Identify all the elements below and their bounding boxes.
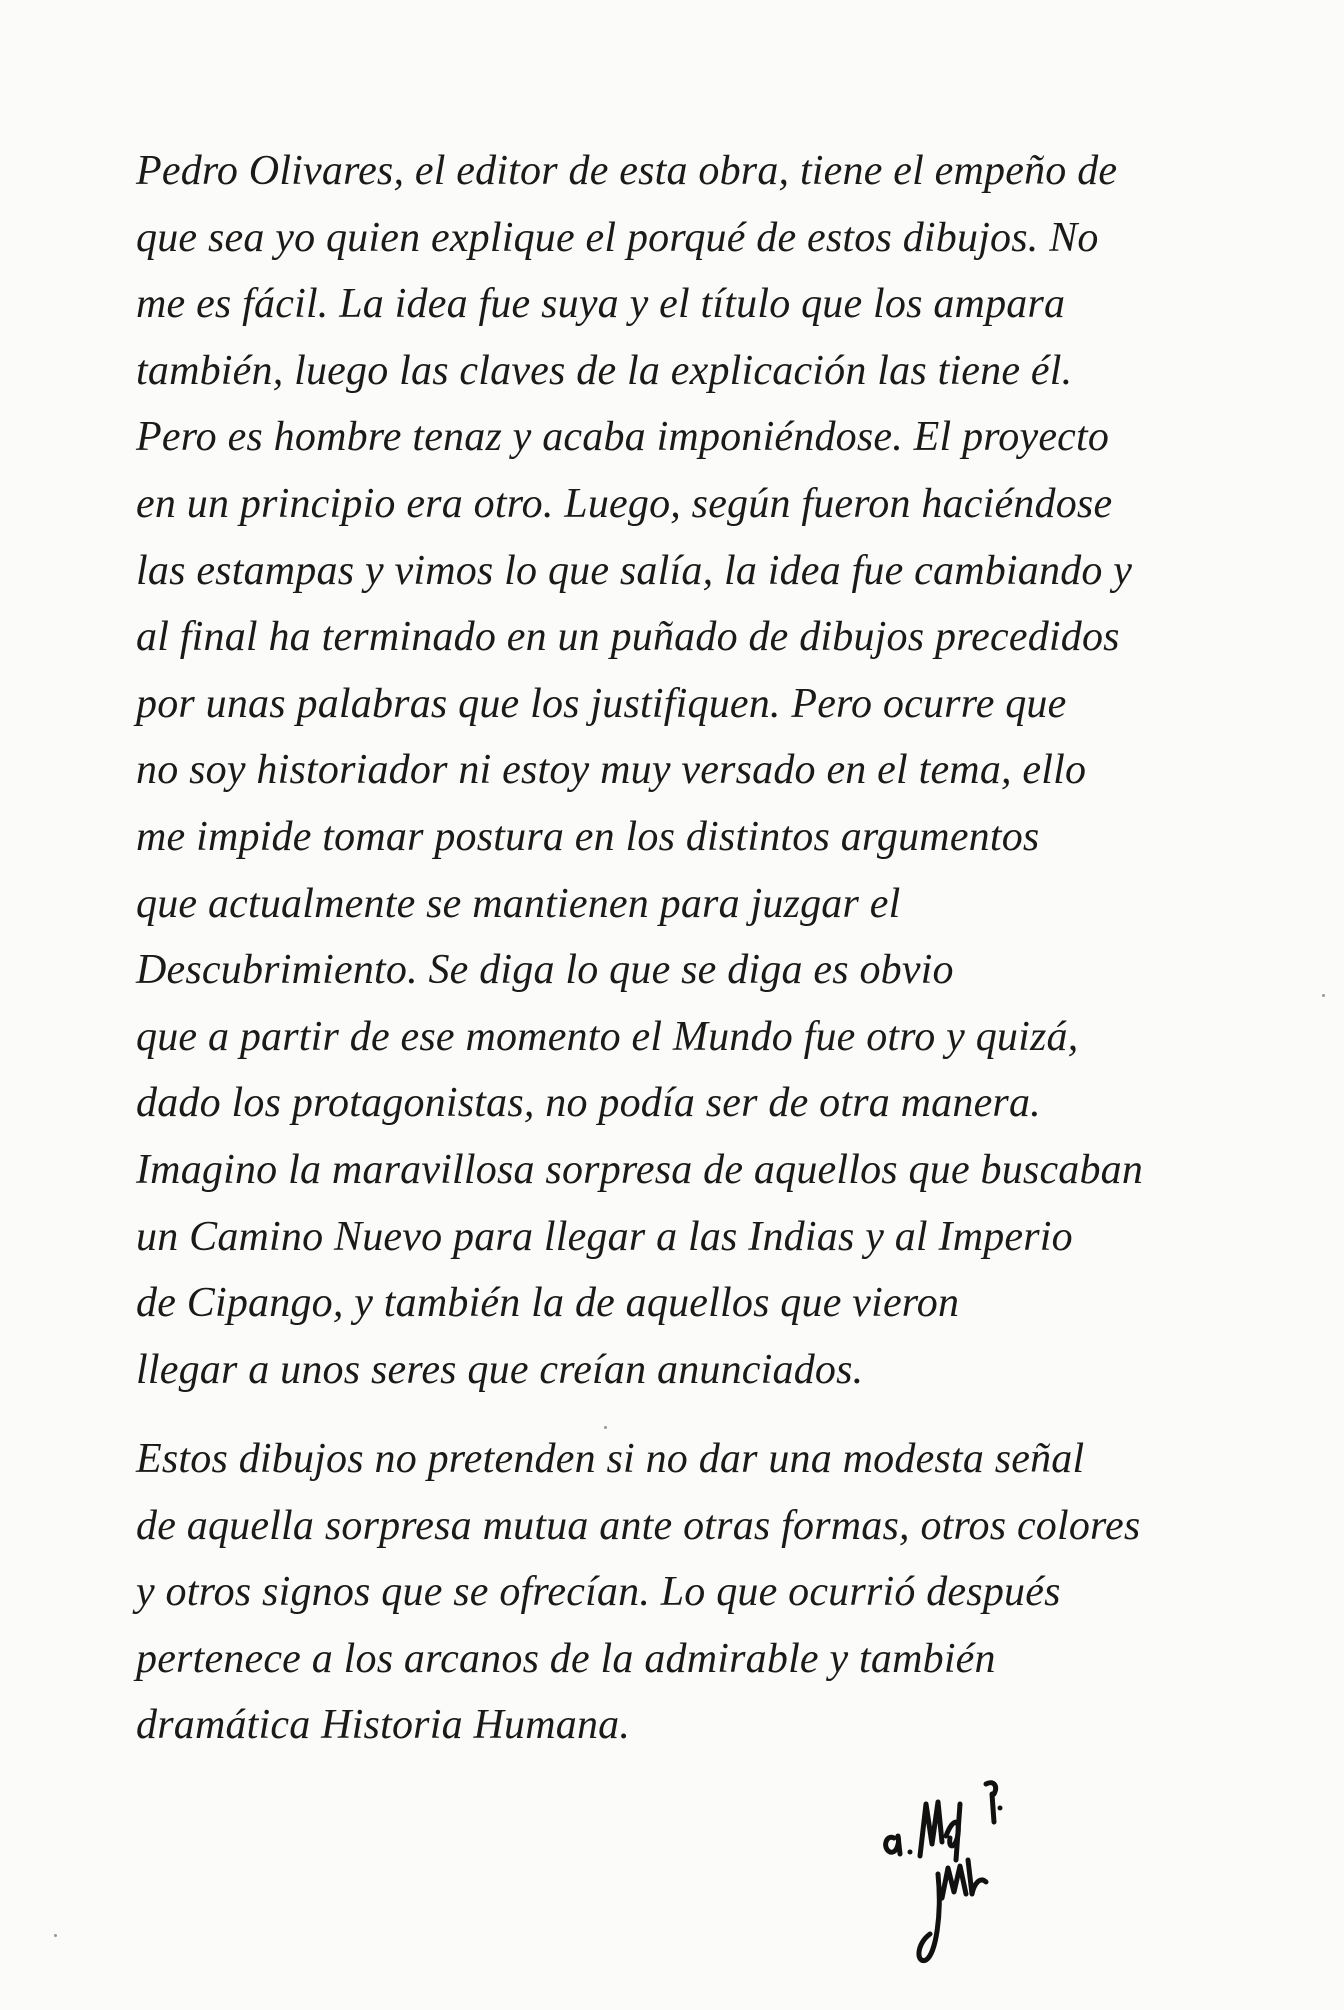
text-line: que actualmente se mantienen para juzgar el (136, 880, 901, 927)
paragraph-2 (136, 1426, 1140, 1759)
text-line: me es fácil. La idea fue suya y el título que los ampara (136, 281, 1066, 328)
text-line: y otros signos que se ofrecían. Lo que ocurrió después (136, 1569, 1061, 1616)
text-line: pertenece a los arcanos de la admirable y también (136, 1635, 996, 1682)
text-line: Estos dibujos no pretenden si no dar una modesta señal (136, 1436, 1085, 1482)
text-line: al final ha terminado en un puñado de dibujos precedidos (136, 614, 1120, 661)
text-line: no soy historiador ni estoy muy versado en el tema, ello (136, 747, 1087, 794)
text-line: Pedro Olivares, el editor de esta obra, tiene el empeño de (136, 148, 1118, 194)
text-line: también, luego las claves de la explicación las tiene él. (136, 347, 1073, 394)
text-line: llegar a unos seres que creían anunciados. (136, 1346, 864, 1393)
paper-speck (604, 1426, 607, 1429)
text-line: por unas palabras que los justifiquen. Pero ocurre que (136, 680, 1067, 727)
paper-speck (1322, 994, 1325, 997)
handwritten-signature-icon (876, 1764, 1076, 1964)
text-line: me impide tomar postura en los distintos argumentos (136, 813, 1040, 860)
text-line: Descubrimiento. Se diga lo que se diga es obvio (136, 947, 954, 994)
text-line: que a partir de ese momento el Mundo fue otro y quizá, (136, 1013, 1079, 1060)
text-line: Pero es hombre tenaz y acaba imponiéndose. El proyecto (136, 414, 1110, 461)
text-line: Imagino la maravillosa sorpresa de aquellos que buscaban (136, 1146, 1144, 1193)
text-line: dado los protagonistas, no podía ser de otra manera. (136, 1080, 1041, 1127)
text-line: un Camino Nuevo para llegar a las Indias y al Imperio (136, 1213, 1073, 1260)
text-line: las estampas y vimos lo que salía, la idea fue cambiando y (136, 547, 1133, 594)
text-line: de Cipango, y también la de aquellos que vieron (136, 1280, 960, 1327)
text-line: en un principio era otro. Luego, según fueron haciéndose (136, 480, 1113, 527)
text-line: de aquella sorpresa mutua ante otras formas, otros colores (136, 1502, 1141, 1549)
paragraph-1 (136, 138, 1143, 1403)
paper-speck (54, 1934, 57, 1937)
text-line: que sea yo quien explique el porqué de estos dibujos. No (136, 214, 1099, 261)
text-line: dramática Historia Humana. (136, 1702, 631, 1749)
